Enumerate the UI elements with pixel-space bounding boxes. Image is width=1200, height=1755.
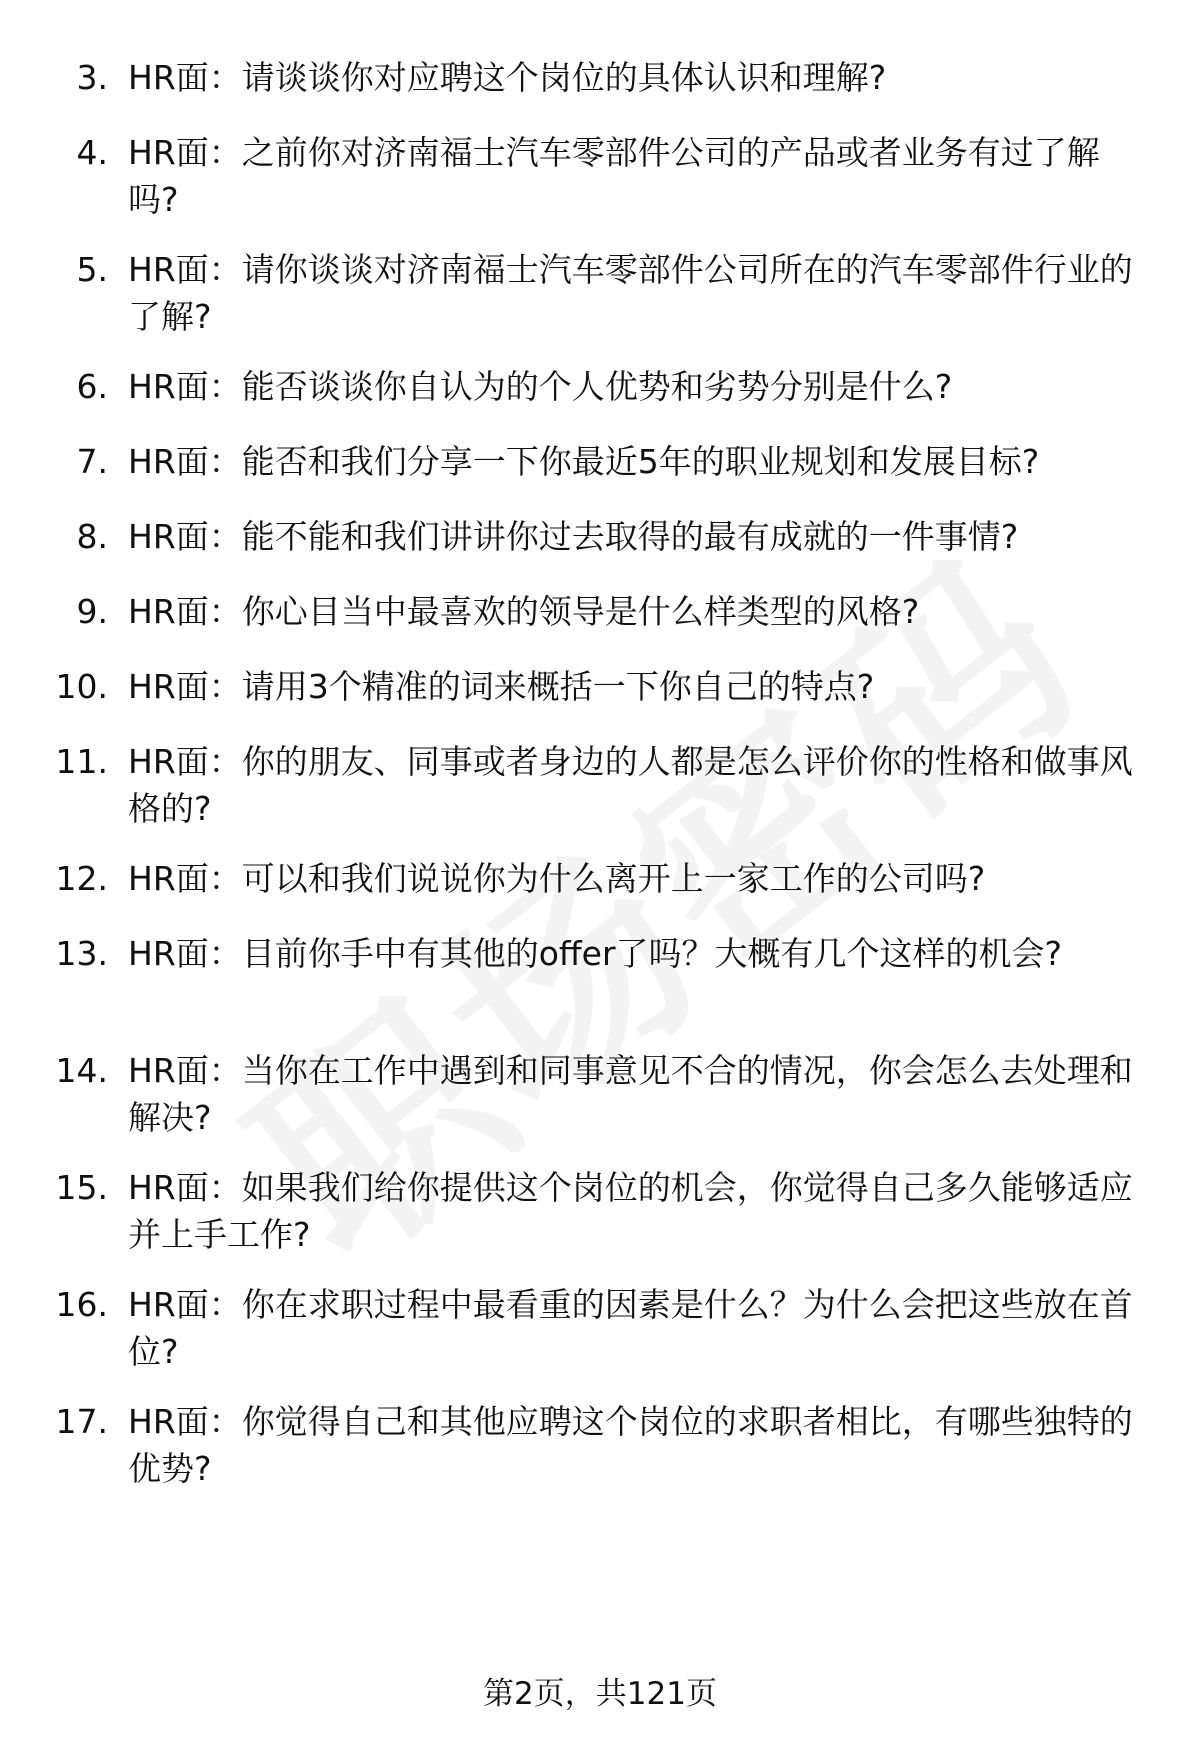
question-text: HR面：之前你对济南福士汽车零部件公司的产品或者业务有过了解吗? (128, 133, 1100, 219)
question-text: HR面：当你在工作中遇到和同事意见不合的情况，你会怎么去处理和解决? (128, 1051, 1133, 1137)
question-number: 8. (76, 517, 108, 556)
question-text: HR面：你在求职过程中最看重的因素是什么？为什么会把这些放在首位? (128, 1285, 1133, 1371)
question-number: 15. (55, 1168, 108, 1207)
question-text: HR面：请用3个精准的词来概括一下你自己的特点? (128, 667, 875, 706)
question-number: 4. (76, 133, 108, 172)
question-text: HR面：你心目当中最喜欢的领导是什么样类型的风格? (128, 592, 920, 631)
question-text: HR面：能否谈谈你自认为的个人优势和劣势分别是什么? (128, 367, 953, 406)
question-number: 13. (55, 934, 108, 973)
question-number: 17. (55, 1402, 108, 1441)
question-text: HR面：能否和我们分享一下你最近5年的职业规划和发展目标? (128, 442, 1040, 481)
question-text: HR面：请你谈谈对济南福士汽车零部件公司所在的汽车零部件行业的了解? (128, 250, 1133, 336)
question-number: 16. (55, 1285, 108, 1324)
question-text: HR面：你觉得自己和其他应聘这个岗位的求职者相比，有哪些独特的优势? (128, 1402, 1133, 1488)
question-text: HR面：能不能和我们讲讲你过去取得的最有成就的一件事情? (128, 517, 1019, 556)
question-number: 10. (55, 667, 108, 706)
question-number: 7. (76, 442, 108, 481)
question-number: 3. (76, 58, 108, 97)
question-number: 6. (76, 367, 108, 406)
question-text: HR面：请谈谈你对应聘这个岗位的具体认识和理解? (128, 58, 887, 97)
page-footer: 第2页，共121页 (483, 1676, 717, 1712)
question-text: HR面：如果我们给你提供这个岗位的机会，你觉得自己多久能够适应并上手工作? (128, 1168, 1133, 1254)
question-number: 11. (55, 742, 108, 781)
question-number: 14. (55, 1051, 108, 1090)
question-text: HR面：你的朋友、同事或者身边的人都是怎么评价你的性格和做事风格的? (128, 742, 1133, 828)
question-text: HR面：可以和我们说说你为什么离开上一家工作的公司吗? (128, 859, 986, 898)
question-number: 5. (76, 250, 108, 289)
question-number: 12. (55, 859, 108, 898)
question-text: HR面：目前你手中有其他的offer了吗？大概有几个这样的机会? (128, 934, 1063, 973)
question-number: 9. (76, 592, 108, 631)
